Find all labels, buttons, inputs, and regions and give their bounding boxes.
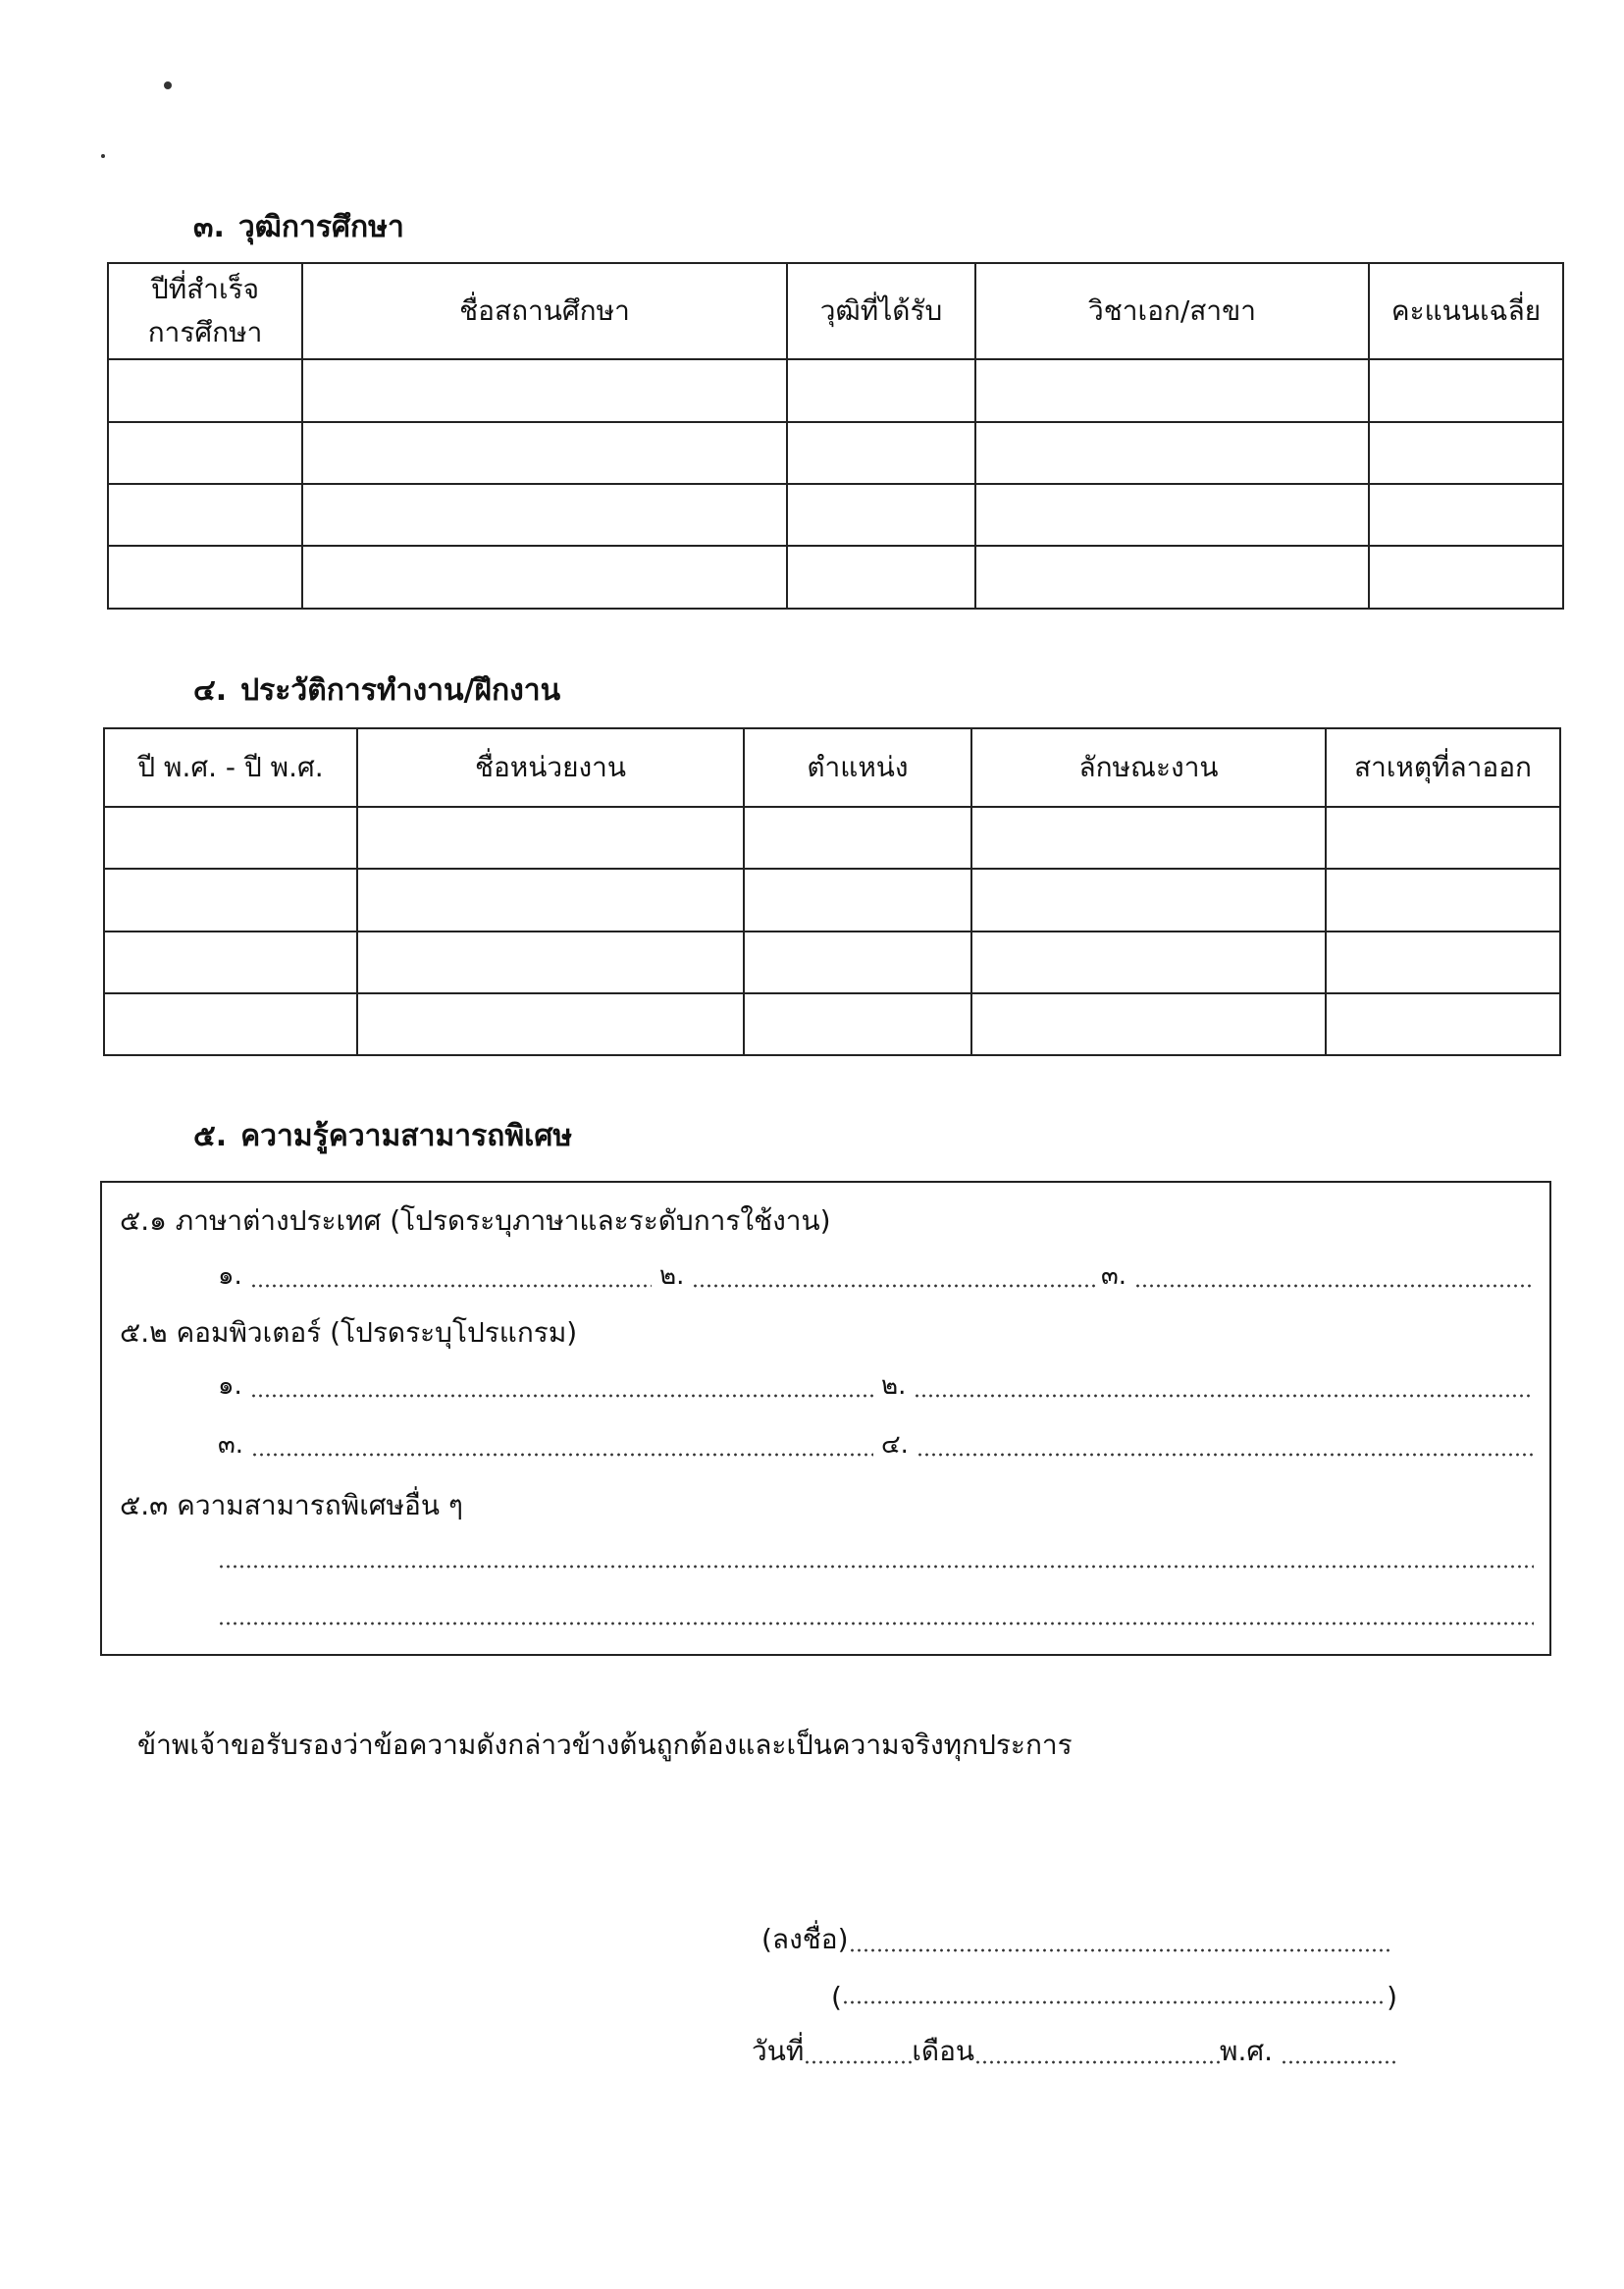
table-cell[interactable] <box>1326 807 1560 869</box>
table-cell[interactable] <box>1369 359 1563 422</box>
paren-close: ) <box>1387 1981 1397 2013</box>
education-header-institution: ชื่อสถานศึกษา <box>302 263 787 359</box>
table-cell[interactable] <box>975 359 1369 422</box>
table-cell[interactable] <box>104 932 357 993</box>
section5-title: ความรู้ความสามารถพิเศษ <box>240 1119 573 1153</box>
table-cell[interactable] <box>1326 993 1560 1055</box>
table-cell[interactable] <box>357 932 744 993</box>
date-label: วันที่ <box>752 2035 805 2067</box>
computer-field-3[interactable]: ๓. <box>218 1431 873 1464</box>
computer-field-1[interactable]: ๑. <box>218 1372 873 1406</box>
table-cell[interactable] <box>1326 869 1560 932</box>
table-row <box>104 932 1560 993</box>
table-cell[interactable] <box>302 484 787 546</box>
section4-title: ประวัติการทำงาน/ฝึกงาน <box>240 673 561 708</box>
table-cell[interactable] <box>971 807 1326 869</box>
signature-label: (ลงชื่อ) <box>761 1923 849 1955</box>
date-row <box>752 2034 1397 2073</box>
section3-heading <box>193 204 404 250</box>
work-history-table <box>103 727 1561 1056</box>
table-cell[interactable] <box>787 484 975 546</box>
table-cell[interactable] <box>975 422 1369 484</box>
special-skills-box <box>100 1181 1551 1656</box>
table-cell[interactable] <box>1369 546 1563 609</box>
education-table <box>107 262 1564 610</box>
table-cell[interactable] <box>302 546 787 609</box>
table-cell[interactable] <box>971 869 1326 932</box>
table-cell[interactable] <box>357 869 744 932</box>
table-cell[interactable] <box>787 546 975 609</box>
table-cell[interactable] <box>971 932 1326 993</box>
table-cell[interactable] <box>108 422 302 484</box>
language-field-3[interactable]: ๓. <box>1101 1262 1534 1296</box>
table-cell[interactable] <box>357 993 744 1055</box>
work-header-position: ตำแหน่ง <box>744 728 971 807</box>
other-skills-field-1[interactable] <box>218 1543 1534 1576</box>
table-cell[interactable] <box>104 869 357 932</box>
section5-number: ๕. <box>193 1119 228 1153</box>
computer-field-4[interactable]: ๔. <box>881 1431 1534 1464</box>
education-header-year: ปีที่สำเร็จ การศึกษา <box>108 263 302 359</box>
languages-label: ๕.๑ ภาษาต่างประเทศ (โปรดระบุภาษาและระดับการใช้งาน) <box>120 1204 831 1237</box>
table-row <box>104 807 1560 869</box>
table-cell[interactable] <box>302 359 787 422</box>
education-header-row <box>108 263 1563 359</box>
scan-speck <box>164 81 172 89</box>
table-cell[interactable] <box>744 932 971 993</box>
table-row <box>108 546 1563 609</box>
section4-number: ๔. <box>193 673 228 708</box>
paren-open: ( <box>831 1981 842 2013</box>
computer-field-2[interactable]: ๒. <box>881 1372 1534 1406</box>
table-cell[interactable] <box>108 359 302 422</box>
table-cell[interactable] <box>975 546 1369 609</box>
printed-name-field[interactable] <box>831 1974 1397 2013</box>
table-cell[interactable] <box>1369 484 1563 546</box>
scan-speck <box>101 154 105 158</box>
table-cell[interactable] <box>744 993 971 1055</box>
table-cell[interactable] <box>104 993 357 1055</box>
language-field-1[interactable]: ๑. <box>218 1262 652 1296</box>
month-field[interactable] <box>974 2060 1220 2064</box>
education-header-degree: วุฒิที่ได้รับ <box>787 263 975 359</box>
education-header-major: วิชาเอก/สาขา <box>975 263 1369 359</box>
table-cell[interactable] <box>787 359 975 422</box>
table-cell[interactable] <box>108 484 302 546</box>
table-cell[interactable] <box>104 807 357 869</box>
table-row <box>108 484 1563 546</box>
table-cell[interactable] <box>971 993 1326 1055</box>
year-label: พ.ศ. <box>1220 2035 1274 2067</box>
certification-statement: ข้าพเจ้าขอรับรองว่าข้อความดังกล่าวข้างต้นถูกต้องและเป็นความจริงทุกประการ <box>137 1729 1073 1761</box>
table-cell[interactable] <box>108 546 302 609</box>
signature-field[interactable] <box>761 1922 1389 1961</box>
table-cell[interactable] <box>1369 422 1563 484</box>
table-cell[interactable] <box>1326 932 1560 993</box>
computer-label: ๕.๒ คอมพิวเตอร์ (โปรดระบุโปรแกรม) <box>120 1316 578 1349</box>
table-cell[interactable] <box>302 422 787 484</box>
table-cell[interactable] <box>975 484 1369 546</box>
language-field-2[interactable]: ๒. <box>659 1262 1095 1296</box>
table-row <box>104 993 1560 1055</box>
month-label: เดือน <box>912 2035 975 2067</box>
table-cell[interactable] <box>357 807 744 869</box>
work-header-years: ปี พ.ศ. - ปี พ.ศ. <box>104 728 357 807</box>
education-header-gpa: คะแนนเฉลี่ย <box>1369 263 1563 359</box>
other-skills-label: ๕.๓ ความสามารถพิเศษอื่น ๆ <box>120 1489 463 1521</box>
work-header-job-description: ลักษณะงาน <box>971 728 1326 807</box>
year-field[interactable] <box>1281 2060 1397 2064</box>
day-field[interactable] <box>804 2060 912 2064</box>
section3-number: ๓. <box>193 210 225 244</box>
table-cell[interactable] <box>744 807 971 869</box>
work-header-organization: ชื่อหน่วยงาน <box>357 728 744 807</box>
table-row <box>108 422 1563 484</box>
table-row <box>108 359 1563 422</box>
section4-heading <box>193 667 560 714</box>
work-header-row <box>104 728 1560 807</box>
section3-title: วุฒิการศึกษา <box>237 210 404 244</box>
table-cell[interactable] <box>787 422 975 484</box>
table-row <box>104 869 1560 932</box>
section5-heading <box>193 1113 572 1159</box>
work-header-reason-leaving: สาเหตุที่ลาออก <box>1326 728 1560 807</box>
table-cell[interactable] <box>744 869 971 932</box>
other-skills-field-2[interactable] <box>218 1600 1534 1633</box>
